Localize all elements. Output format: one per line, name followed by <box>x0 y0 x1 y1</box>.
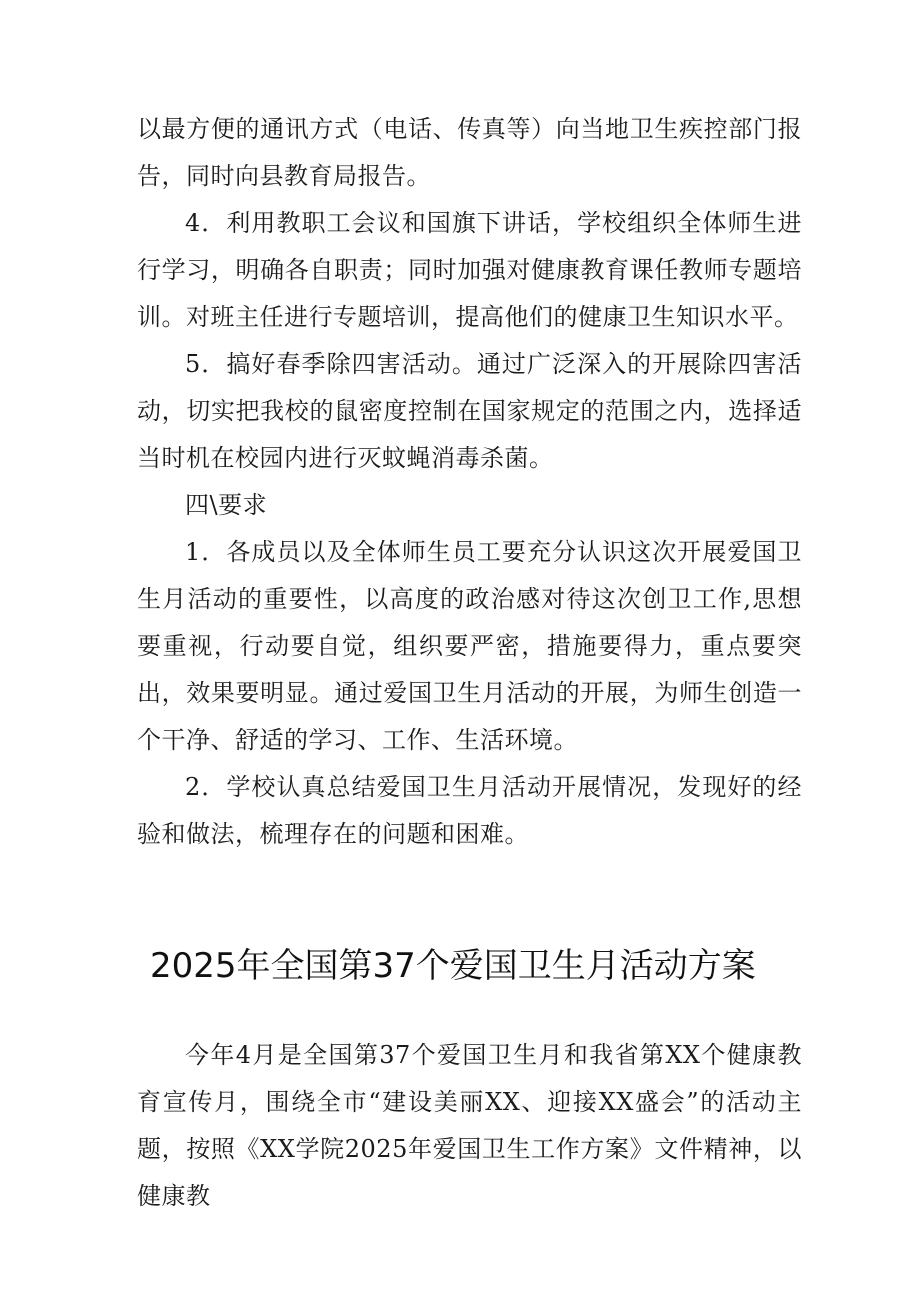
document-title: 2025年全国第37个爱国卫生月活动方案 <box>150 946 756 986</box>
paragraph-intro: 今年4月是全国第37个爱国卫生月和我省第XX个健康教育宣传月，围绕全市“建设美丽XX、迎接XX盛会”的活动主题，按照《XX学院2025年爱国卫生工作方案》文件精神，以健康教 <box>137 1041 802 1210</box>
paragraph-report-channels: 以最方便的通讯方式（电话、传真等）向当地卫生疾控部门报告，同时向县教育局报告。 <box>137 115 802 190</box>
section-heading-requirements: 四\要求 <box>185 491 268 519</box>
paragraph-requirement-1: 1．各成员以及全体师生员工要充分认识这次开展爱国卫生月活动的重要性，以高度的政治感对待这次创卫工作,思想要重视，行动要自觉，组织要严密，措施要得力，重点要突出，效果要明显。通过爱国卫生月活动的开展，为师生创造一个干净、舒适的学习、工作、生活环境。 <box>137 538 802 754</box>
paragraph-requirement-2: 2．学校认真总结爱国卫生月活动开展情况，发现好的经验和做法，梳理存在的问题和困难。 <box>137 773 802 848</box>
paragraph-item-4-training: 4．利用教职工会议和国旗下讲话，学校组织全体师生进行学习，明确各自职责；同时加强对健康教育课任教师专题培训。对班主任进行专题培训，提高他们的健康卫生知识水平。 <box>137 209 802 331</box>
paragraph-item-5-pest-control: 5．搞好春季除四害活动。通过广泛深入的开展除四害活动，切实把我校的鼠密度控制在国家规定的范围之内，选择适当时机在校园内进行灭蚊蝇消毒杀菌。 <box>137 350 802 472</box>
